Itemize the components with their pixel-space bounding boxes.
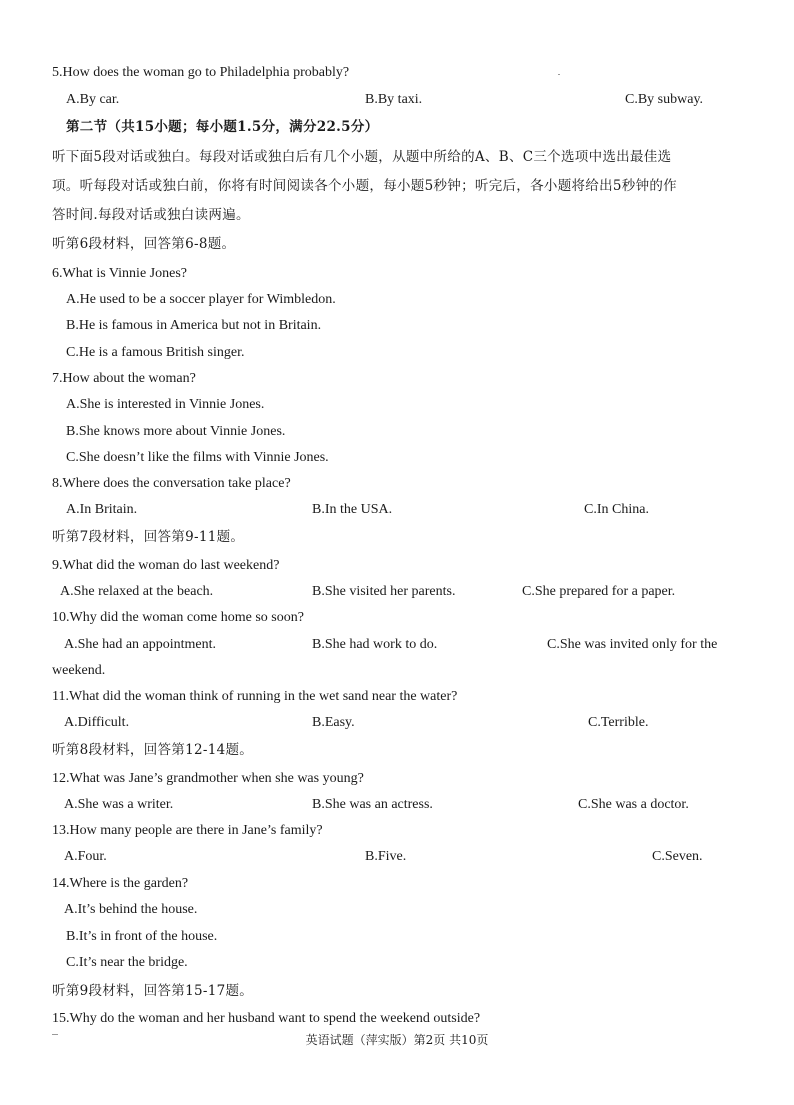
q13-question: 13.How many people are there in Jane’s family? [52, 823, 323, 838]
q10-option-b: B.She had work to do. [312, 637, 438, 652]
q13-option-c: C.Seven. [652, 849, 703, 864]
page-footer: 英语试题（萍实版）第2页 共10页 [305, 1033, 489, 1047]
q10-question: 10.Why did the woman come home so soon? [52, 610, 304, 625]
material-8-note: 听第8段材料，回答第12-14题。 [52, 742, 254, 758]
q8-option-b: B.In the USA. [312, 502, 393, 517]
q10-option-a: A.She had an appointment. [64, 637, 217, 652]
material-7-note: 听第7段材料，回答第9-11题。 [52, 529, 245, 545]
q9-option-a: A.She relaxed at the beach. [60, 584, 214, 599]
material-6-note: 听第6段材料，回答第6-8题。 [52, 236, 236, 252]
q14-option-a: A.It’s behind the house. [64, 902, 198, 917]
q12-option-c: C.She was a doctor. [578, 797, 689, 812]
scan-speck [558, 74, 560, 75]
q5-option-c: C.By subway. [625, 92, 704, 107]
q13-option-a: A.Four. [64, 849, 107, 864]
q8-question: 8.Where does the conversation take place? [52, 476, 291, 491]
instructions-line-2: 项。听每段对话或独白前，你将有时间阅读各个小题，每小题5秒钟；听完后，各小题将给出5秒钟的作 [52, 178, 677, 194]
q14-option-c: C.It’s near the bridge. [66, 955, 188, 970]
q12-option-b: B.She was an actress. [312, 797, 433, 812]
section-heading: 第二节（共15小题；每小题1.5分，满分22.5分） [66, 119, 379, 135]
q12-question: 12.What was Jane’s grandmother when she was young? [52, 771, 364, 786]
q11-option-c: C.Terrible. [588, 715, 649, 730]
q14-option-b: B.It’s in front of the house. [66, 929, 218, 944]
instructions-line-3: 答时间.每段对话或独白读两遍。 [52, 207, 250, 223]
q10-option-c-continuation: weekend. [52, 663, 106, 678]
q8-option-c: C.In China. [584, 502, 649, 517]
q5-question: 5.How does the woman go to Philadelphia probably? [52, 65, 350, 80]
scan-speck [52, 1034, 58, 1035]
q9-option-c: C.She prepared for a paper. [522, 584, 676, 599]
q11-option-b: B.Easy. [312, 715, 355, 730]
q6-question: 6.What is Vinnie Jones? [52, 266, 187, 281]
q12-option-a: A.She was a writer. [64, 797, 174, 812]
q5-option-b: B.By taxi. [365, 92, 423, 107]
q7-option-c: C.She doesn’t like the films with Vinnie Jones. [66, 450, 329, 465]
q7-option-a: A.She is interested in Vinnie Jones. [66, 397, 265, 412]
material-9-note: 听第9段材料，回答第15-17题。 [52, 983, 254, 999]
q11-option-a: A.Difficult. [64, 715, 130, 730]
q11-question: 11.What did the woman think of running in the wet sand near the water? [52, 689, 458, 704]
q15-question: 15.Why do the woman and her husband want to spend the weekend outside? [52, 1011, 481, 1026]
q6-option-b: B.He is famous in America but not in Britain. [66, 318, 322, 333]
q13-option-b: B.Five. [365, 849, 407, 864]
q10-option-c: C.She was invited only for the [547, 637, 718, 652]
q8-option-a: A.In Britain. [66, 502, 138, 517]
q6-option-c: C.He is a famous British singer. [66, 345, 245, 360]
q7-option-b: B.She knows more about Vinnie Jones. [66, 424, 286, 439]
q5-option-a: A.By car. [66, 92, 120, 107]
instructions-line-1: 听下面5段对话或独白。每段对话或独白后有几个小题，从题中所给的A、B、C三个选项中选出最佳选 [52, 149, 672, 165]
q9-question: 9.What did the woman do last weekend? [52, 558, 280, 573]
q14-question: 14.Where is the garden? [52, 876, 189, 891]
q9-option-b: B.She visited her parents. [312, 584, 456, 599]
q6-option-a: A.He used to be a soccer player for Wimbledon. [66, 292, 336, 307]
q7-question: 7.How about the woman? [52, 371, 196, 386]
